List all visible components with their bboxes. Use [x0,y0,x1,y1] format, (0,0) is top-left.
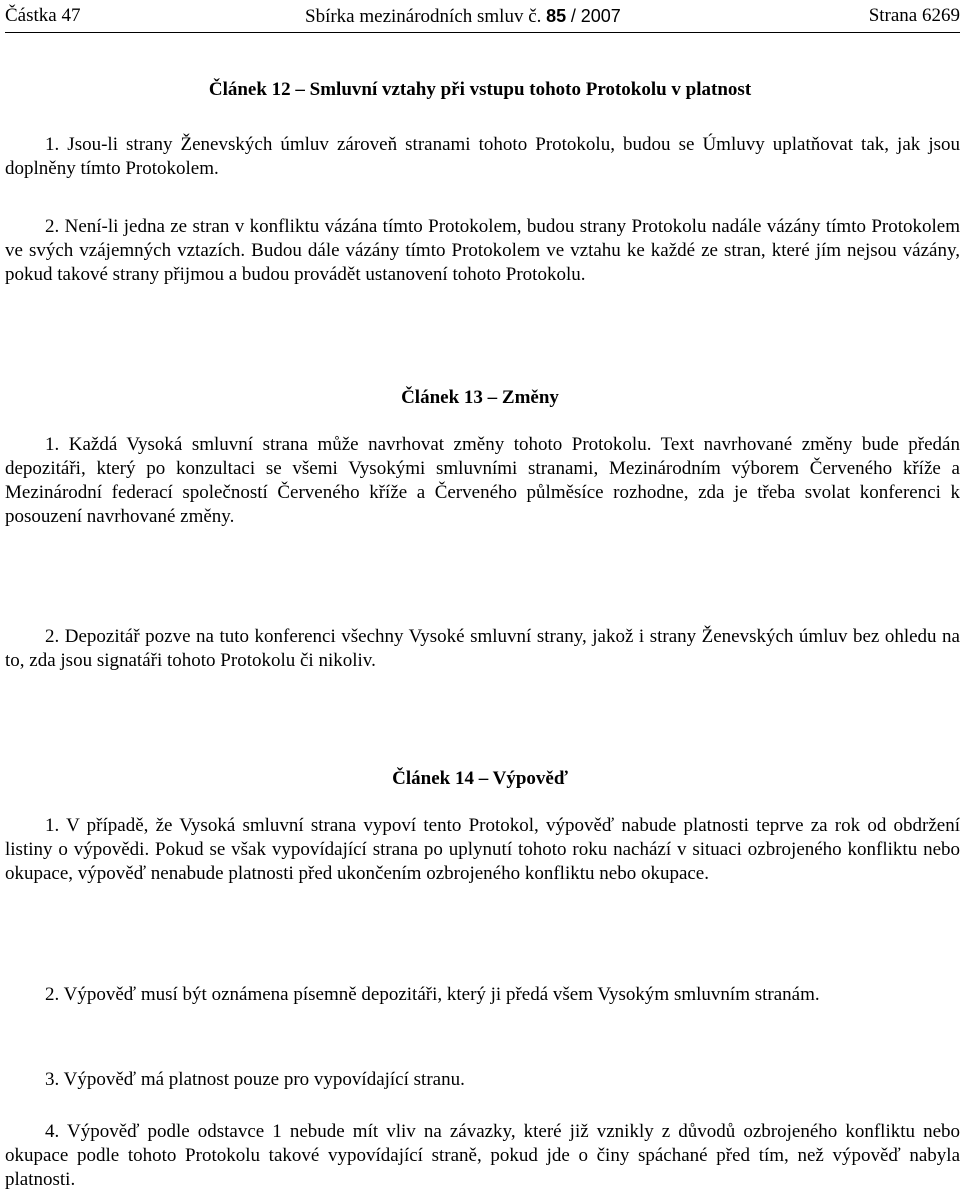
issue-year: 2007 [580,6,621,26]
article-14-paragraph-3 [5,1068,960,1092]
article-13-paragraph-2 [5,625,960,673]
article-12-paragraph-2-text: 2. Není-li jedna ze stran v konfliktu vázána tímto Protokolem, budou strany Protokolu nadále vázány tímto Protokolem ve svých vzájemných vztazích. Budou dále vázány tímto Protokolem ve vztahu ke každé ze stran, které jím nejsou vázány, pokud takové strany přijmou a budou provádět ustanovení tohoto Protokolu. [5,216,960,285]
article-12-paragraph-1-text: 1. Jsou-li strany Ženevských úmluv zároveň stranami tohoto Protokolu, budou se Úmluvy uplatňovat tak, jak jsou doplněny tímto Protokolem. [5,134,960,179]
article-14-paragraph-1-text: 1. V případě, že Vysoká smluvní strana vypoví tento Protokol, výpověď nabude platnosti teprve za rok od obdržení listiny o výpovědi. Pokud se však vypovídající strana po uplynutí tohoto roku nachází v situaci ozbrojeného konfliktu nebo okupace, výpověď nenabude platnosti před ukončením ozbrojeného konfliktu nebo okupace. [5,815,960,884]
article-14-paragraph-2-text: 2. Výpověď musí být oznámena písemně depozitáři, který ji předá všem Vysokým smluvním stranám. [45,984,820,1005]
article-13-paragraph-2-text: 2. Depozitář pozve na tuto konferenci všechny Vysoké smluvní strany, jakož i strany Ženevských úmluv bez ohledu na to, zda jsou signatáři tohoto Protokolu či nikoliv. [5,626,960,671]
article-12-paragraph-1 [5,133,960,181]
article-12-title: Článek 12 – Smluvní vztahy při vstupu tohoto Protokolu v platnost [208,79,752,100]
article-13-paragraph-1-text: 1. Každá Vysoká smluvní strana může navrhovat změny tohoto Protokolu. Text navrhované změny bude předán depozitáři, který po konzultaci se všemi Vysokými smluvními stranami, Mezinárodním výborem Červeného kříže a Mezinárodní federací společností Červeného kříže a Červeného půlměsíce rozhodne, zda je třeba svolat konferenci k posouzení navrhované změny. [5,434,960,527]
collection-title [305,3,621,30]
article-14-paragraph-1 [5,814,960,886]
page-number: Strana 6269 [868,5,960,26]
article-14-paragraph-3-text: 3. Výpověď má platnost pouze pro vypovídající stranu. [45,1069,465,1090]
article-14-paragraph-4-text: 4. Výpověď podle odstavce 1 nebude mít vliv na závazky, které již vznikly z důvodů ozbrojeného konfliktu nebo okupace podle tohoto Protokolu takové vypovídající straně, pokud jde o činy spáchané před tím, než výpověď nabyla platnosti. [5,1121,960,1190]
collection-prefix: Sbírka mezinárodních smluv č. [305,6,542,27]
issue-number: 85 [546,6,567,26]
article-13-title: Článek 13 – Změny [401,387,559,408]
article-12-paragraph-2 [5,215,960,287]
page-header [5,3,960,29]
article-14-title: Článek 14 – Výpověď [392,768,568,789]
article-14-paragraph-2 [5,983,960,1007]
article-13-paragraph-1 [5,433,960,529]
issue-separator: / [570,6,576,26]
part-label: Částka 47 [5,5,81,26]
article-14-paragraph-4 [5,1120,960,1192]
header-rule [5,32,960,33]
